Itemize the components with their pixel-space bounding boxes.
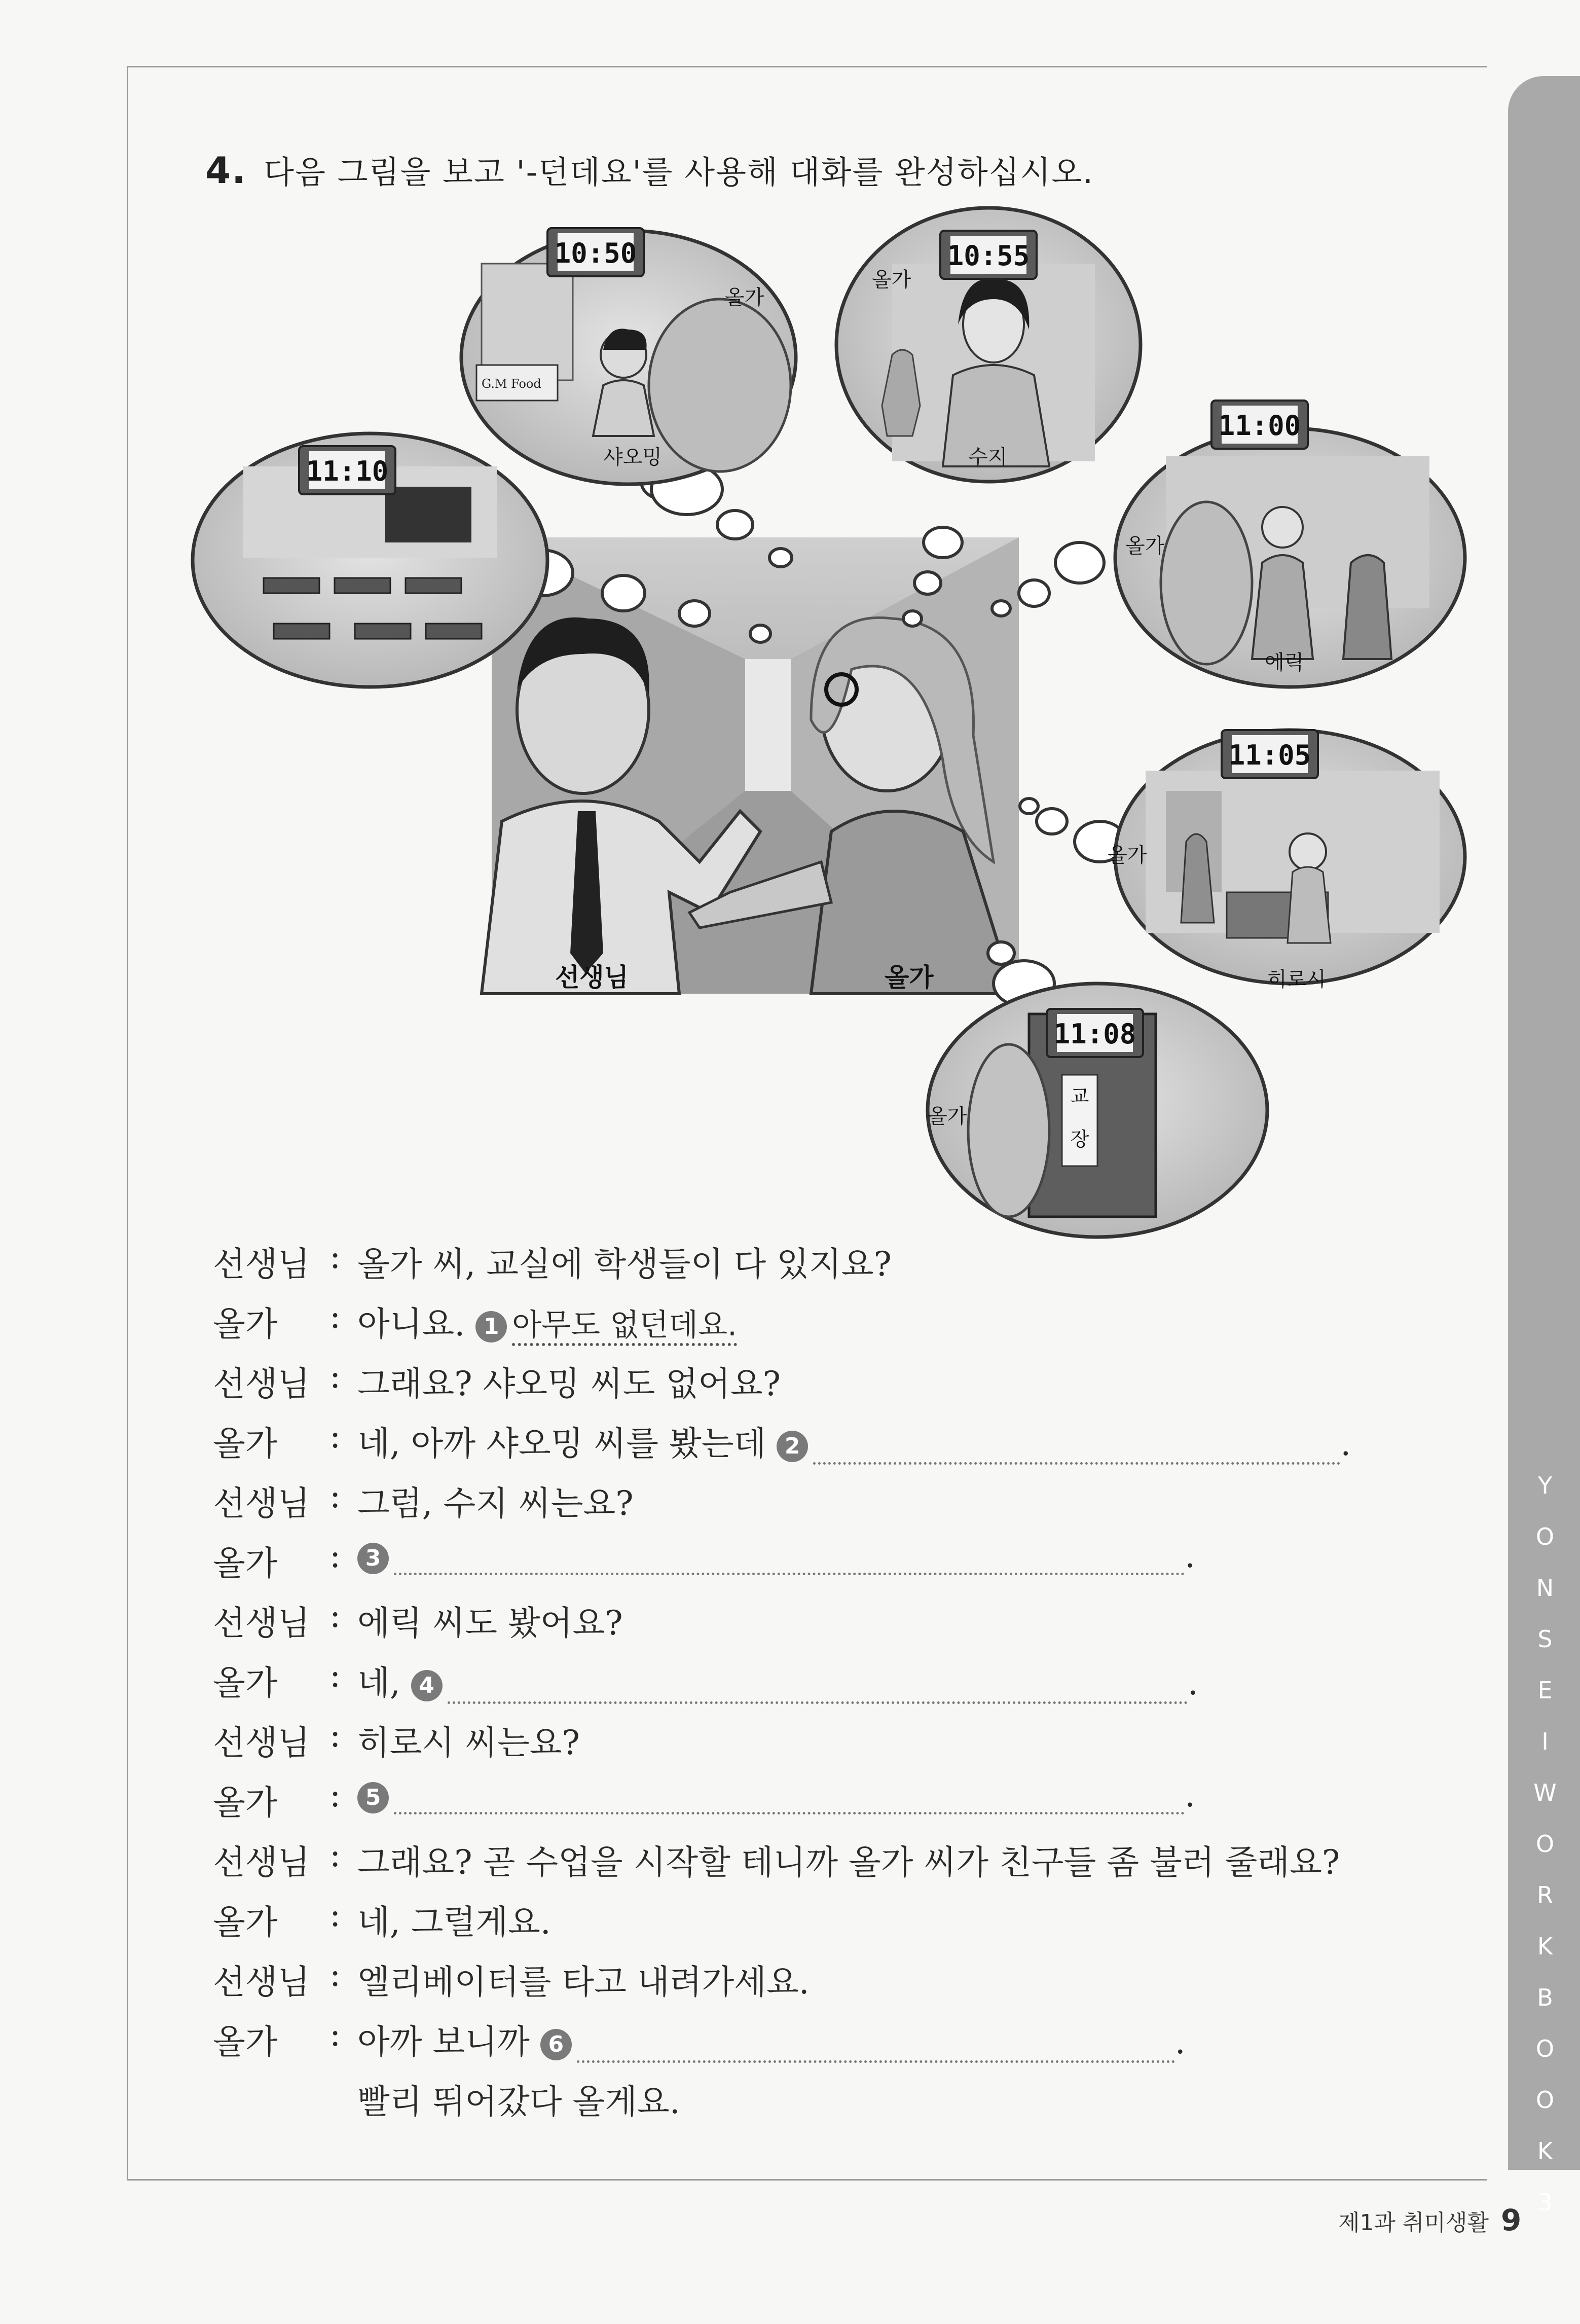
side-letter: I bbox=[1541, 1728, 1549, 1755]
bubble-classroom bbox=[193, 433, 547, 687]
answer-blank[interactable] bbox=[448, 1666, 1188, 1704]
speaker: 올가 bbox=[213, 1783, 278, 1822]
clock-time: 11:08 bbox=[1053, 1018, 1136, 1050]
colon: : bbox=[329, 1596, 341, 1635]
food-sign: G.M Food bbox=[482, 377, 541, 391]
bubble-cafeteria bbox=[461, 228, 796, 484]
exercise-number: 4. bbox=[205, 149, 247, 192]
colon: : bbox=[329, 1775, 341, 1814]
side-letter: W bbox=[1533, 1779, 1557, 1806]
side-letter: N bbox=[1536, 1574, 1554, 1602]
colon: : bbox=[329, 1835, 341, 1874]
side-letter: O bbox=[1535, 1523, 1555, 1550]
line-suffix: . bbox=[1340, 1424, 1351, 1463]
bubble-label: 올가 bbox=[1108, 844, 1147, 867]
clock-time: 11:10 bbox=[306, 455, 389, 487]
speaker: 올가 bbox=[213, 1424, 278, 1463]
speaker: 선생님 bbox=[213, 1245, 310, 1284]
side-letter: Y bbox=[1537, 1472, 1553, 1499]
colon: : bbox=[329, 1955, 341, 1994]
bubble-label: 올가 bbox=[1125, 534, 1165, 558]
line-text: 네, 그럴게요. bbox=[357, 1903, 551, 1942]
bubble-label: 올가 bbox=[872, 268, 911, 292]
side-letter: O bbox=[1535, 2086, 1555, 2114]
speaker: 선생님 bbox=[213, 1963, 310, 2002]
colon: : bbox=[329, 2015, 341, 2054]
side-tab-text bbox=[1530, 1460, 1560, 2228]
clock-time: 10:55 bbox=[947, 240, 1030, 272]
number-circle: 4 bbox=[411, 1670, 443, 1701]
colon: : bbox=[329, 1357, 341, 1396]
number-circle: 3 bbox=[357, 1543, 389, 1574]
side-letter: R bbox=[1537, 1881, 1553, 1909]
answer-blank[interactable] bbox=[394, 1776, 1185, 1814]
speaker: 올가 bbox=[213, 2022, 278, 2061]
line-suffix: . bbox=[1187, 1663, 1198, 1702]
line-suffix: . bbox=[1185, 1775, 1195, 1814]
speaker: 선생님 bbox=[213, 1604, 310, 1643]
side-letter: B bbox=[1537, 1984, 1553, 2011]
page-footer bbox=[1338, 2203, 1521, 2237]
line-suffix: . bbox=[1185, 1536, 1195, 1575]
bubble-eric bbox=[1115, 401, 1465, 687]
answer-blank[interactable] bbox=[813, 1427, 1340, 1465]
chapter-title: 제1과 취미생활 bbox=[1338, 2210, 1489, 2236]
side-letter: E bbox=[1537, 1677, 1553, 1704]
answer-blank[interactable] bbox=[394, 1537, 1185, 1575]
colon: : bbox=[329, 1297, 341, 1336]
side-letter: O bbox=[1535, 2035, 1555, 2062]
side-letter: 3 bbox=[1537, 2189, 1553, 2216]
bubble-label: 수지 bbox=[968, 446, 1008, 469]
speaker: 선생님 bbox=[213, 1364, 310, 1403]
speaker: 올가 bbox=[213, 1304, 278, 1343]
line-suffix: . bbox=[1174, 2022, 1186, 2061]
line-content bbox=[357, 2015, 1186, 2063]
colon: : bbox=[329, 1656, 341, 1695]
line-content bbox=[357, 1656, 1198, 1704]
number-circle: 1 bbox=[475, 1311, 507, 1342]
speaker: 올가 bbox=[213, 1903, 278, 1942]
bubble-label: 에릭 bbox=[1265, 651, 1304, 674]
line-text: 그래요? 곧 수업을 시작할 테니까 올가 씨가 친구들 좀 불러 줄래요? bbox=[357, 1843, 1340, 1882]
colon: : bbox=[329, 1417, 341, 1456]
example-answer: 아무도 없던데요. bbox=[512, 1308, 737, 1346]
line-content bbox=[357, 1297, 737, 1345]
clock-time: 10:50 bbox=[554, 237, 637, 269]
exercise-instruction: 다음 그림을 보고 '-던데요'를 사용해 대화를 완성하십시오. bbox=[264, 154, 1094, 191]
side-letter: K bbox=[1537, 1933, 1553, 1960]
line-text: 히로시 씨는요? bbox=[357, 1723, 580, 1762]
label-teacher: 선생님 bbox=[555, 963, 629, 992]
bubble-label: 올가 bbox=[725, 286, 764, 309]
line-text: 네, 아까 샤오밍 씨를 봤는데 bbox=[357, 1424, 766, 1463]
door-sign-char: 교 bbox=[1070, 1085, 1089, 1107]
line-text: 그래요? 샤오밍 씨도 없어요? bbox=[357, 1364, 781, 1403]
line-content bbox=[357, 1536, 1195, 1575]
speaker: 선생님 bbox=[213, 1843, 310, 1882]
line-text: 빨리 뛰어갔다 올게요. bbox=[357, 2082, 680, 2121]
line-text: 엘리베이터를 타고 내려가세요. bbox=[357, 1963, 810, 2002]
bubble-label: 히로시 bbox=[1267, 968, 1326, 991]
label-olga: 올가 bbox=[885, 963, 934, 992]
bubble-label: 올가 bbox=[928, 1105, 967, 1128]
side-letter: S bbox=[1537, 1625, 1553, 1653]
colon: : bbox=[329, 1237, 341, 1276]
bubble-phone bbox=[836, 208, 1141, 482]
colon: : bbox=[329, 1895, 341, 1934]
line-text: 네, bbox=[357, 1663, 400, 1702]
side-letter: O bbox=[1535, 1830, 1555, 1858]
page-number: 9 bbox=[1501, 2203, 1522, 2237]
line-content bbox=[357, 1775, 1195, 1814]
line-text: 에릭 씨도 봤어요? bbox=[357, 1604, 623, 1643]
speaker: 올가 bbox=[213, 1663, 278, 1702]
number-circle: 5 bbox=[357, 1782, 389, 1813]
door-sign-char: 장 bbox=[1070, 1128, 1089, 1150]
clock-time: 11:05 bbox=[1228, 739, 1311, 771]
colon: : bbox=[329, 1476, 341, 1515]
line-text: 올가 씨, 교실에 학생들이 다 있지요? bbox=[357, 1245, 892, 1284]
colon: : bbox=[329, 1536, 341, 1575]
bubble-hiroshi bbox=[1108, 730, 1465, 991]
line-text: 아까 보니까 bbox=[357, 2022, 530, 2061]
line-content bbox=[357, 1417, 1351, 1465]
clock-time: 11:00 bbox=[1218, 410, 1301, 442]
line-text: 그럼, 수지 씨는요? bbox=[357, 1484, 634, 1523]
line-text: 아니요. bbox=[357, 1304, 465, 1343]
speaker: 선생님 bbox=[213, 1723, 310, 1762]
number-circle: 6 bbox=[540, 2029, 572, 2060]
colon: : bbox=[329, 1716, 341, 1755]
speaker: 올가 bbox=[213, 1544, 278, 1583]
side-letter: K bbox=[1537, 2137, 1553, 2165]
bubble-office bbox=[928, 984, 1267, 1237]
bubble-label: 샤오밍 bbox=[603, 446, 662, 469]
answer-blank[interactable] bbox=[577, 2025, 1175, 2063]
speaker: 선생님 bbox=[213, 1484, 310, 1523]
number-circle: 2 bbox=[777, 1431, 808, 1462]
